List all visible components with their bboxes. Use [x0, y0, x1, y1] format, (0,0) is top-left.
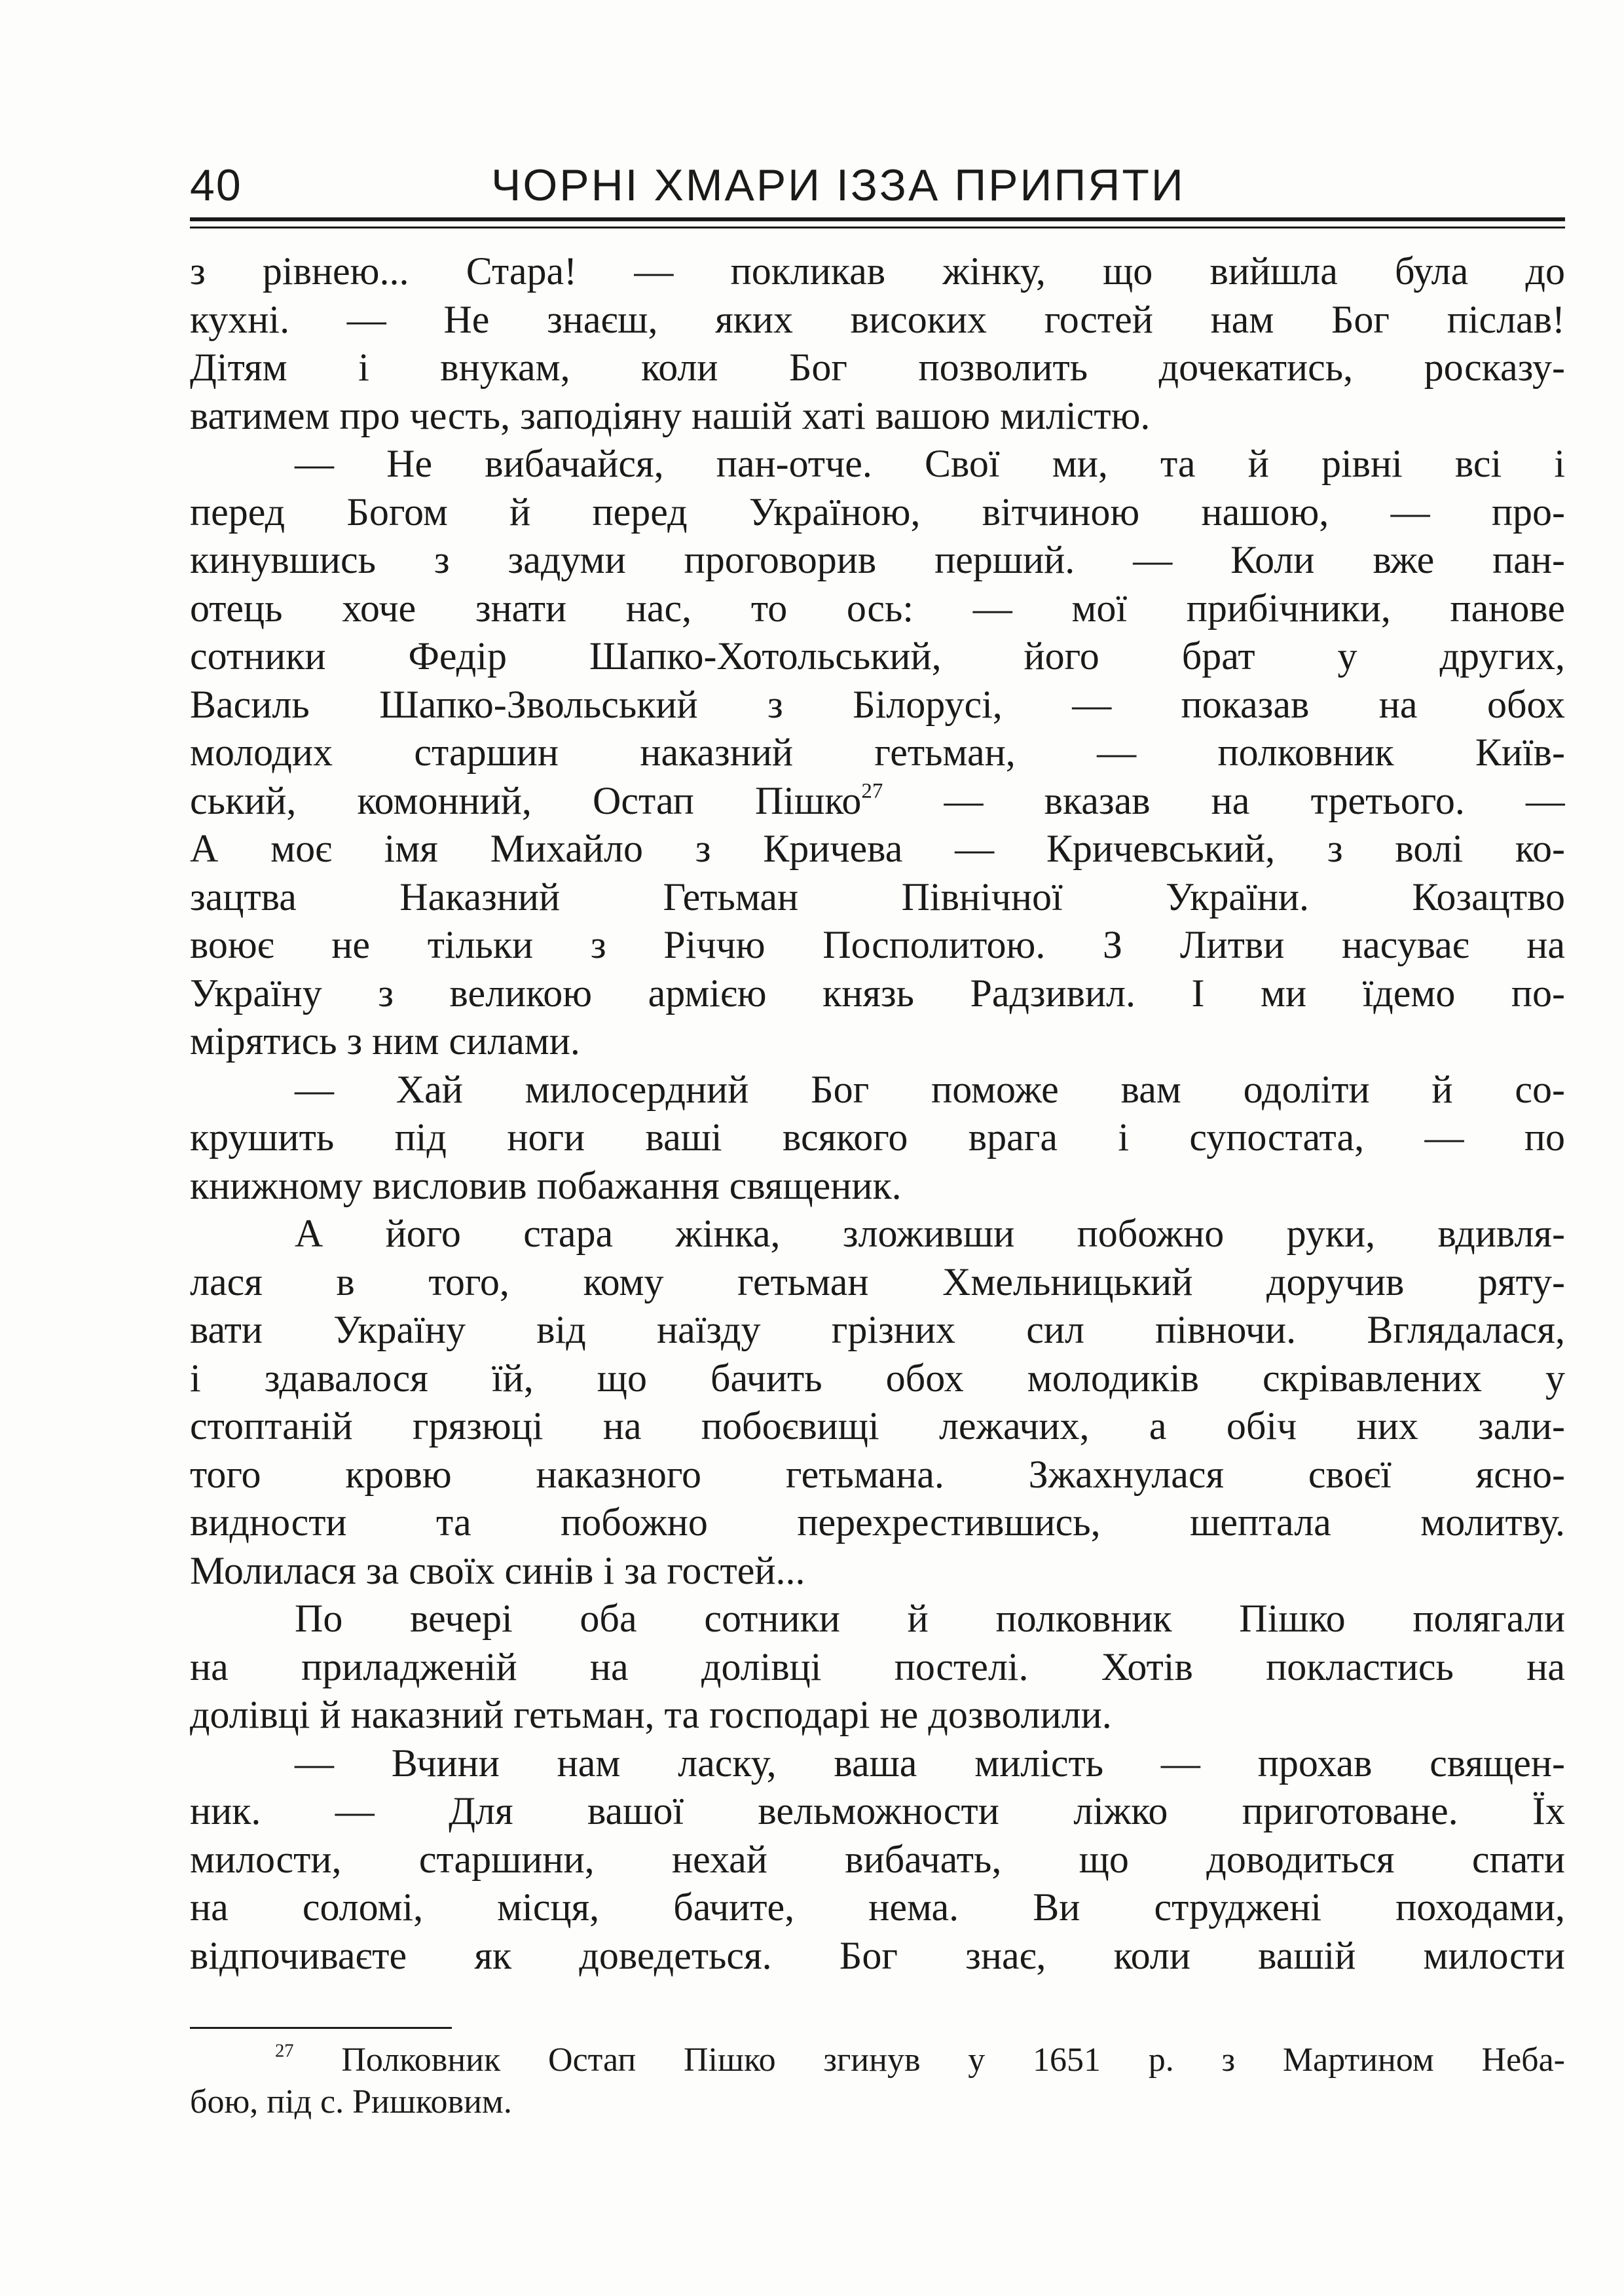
text-line: долівці й наказний гетьман, та господарі не дозволили. — [190, 1693, 1112, 1736]
text-line: Україну з великою армією князь Радзивил. І ми їдемо по- — [190, 971, 1565, 1015]
text-line: стоптаній грязюці на побоєвищі лежачих, а обіч них зали- — [190, 1404, 1565, 1448]
text-line: Молилася за своїх синів і за гостей... — [190, 1548, 805, 1592]
running-title: ЧОРНІ ХМАРИ ІЗЗА ПРИПЯТИ — [491, 160, 1185, 210]
text-line: кинувшись з задуми проговорив перший. — Коли вже пан- — [190, 538, 1565, 581]
footnote-divider — [190, 2027, 452, 2029]
text-line: — Хай милосердний Бог поможе вам одоліти й со- — [295, 1067, 1565, 1111]
page-header — [190, 156, 1565, 215]
text-line: Василь Шапко-Звольський з Білорусі, — показав на обох — [190, 682, 1565, 726]
text-line: і здавалося їй, що бачить обох молодиків скрівавлених у — [190, 1356, 1565, 1400]
text-line-with-footnote — [190, 777, 1565, 826]
text-line: отець хоче знати нас, то ось: — мої прибічники, панове — [190, 586, 1565, 630]
text-line: А моє імя Михайло з Кричева — Кричевський, з волі ко- — [190, 827, 1565, 870]
text-line: зацтва Наказний Гетьман Північної України. Козацтво — [190, 875, 1565, 919]
text-line: ватимем про честь, заподіяну нашій хаті вашою милістю. — [190, 393, 1151, 437]
text-span: — вказав на третього. — — [883, 778, 1565, 822]
text-line: лася в того, кому гетьман Хмельницький доручив ряту- — [190, 1260, 1565, 1303]
text-line: на приладженій на долівці постелі. Хотів покластись на — [190, 1645, 1565, 1688]
body-text — [190, 247, 1565, 1980]
text-line: вати Україну від наїзду грізних сил півночи. Вглядалася, — [190, 1308, 1565, 1351]
text-line: молодих старшин наказний гетьман, — полковник Київ- — [190, 731, 1565, 774]
footnote — [190, 2039, 1565, 2123]
text-line: видности та побожно перехрестившись, шептала молитву. — [190, 1501, 1565, 1544]
text-line: Дітям і внукам, коли Бог позволить дочекатись, росказу- — [190, 346, 1565, 389]
text-line: відпочиваєте як доведеться. Бог знає, коли вашій милости — [190, 1933, 1565, 1977]
text-line: кухні. — Не знаєш, яких високих гостей нам Бог післав! — [190, 297, 1565, 341]
footnote-line — [190, 2039, 1565, 2081]
text-line: воює не тільки з Річчю Посполитою. З Литви насуває на — [190, 923, 1565, 966]
text-line: — Вчини нам ласку, ваша милість — прохав священ- — [295, 1741, 1565, 1785]
header-rule-thick — [190, 217, 1565, 221]
text-line: книжному висловив побажання священик. — [190, 1163, 902, 1207]
text-line: перед Богом й перед Україною, вітчиною нашою, — про- — [190, 490, 1565, 534]
text-line: А його стара жінка, зложивши побожно руки, вдивля- — [295, 1212, 1565, 1255]
footnote-text: Полковник Остап Пішко згинув у 1651 р. з Мартином Неба- — [293, 2041, 1565, 2079]
text-line: мірятись з ним силами. — [190, 1019, 580, 1063]
header-rule-thin — [190, 227, 1565, 228]
footnote-marker: 27 — [275, 2041, 294, 2062]
text-line: — Не вибачайся, пан-отче. Свої ми, та й рівні всі і — [295, 442, 1565, 485]
text-line: крушить під ноги ваші всякого врага і супостата, — по — [190, 1116, 1565, 1159]
page-number: 40 — [190, 160, 242, 210]
text-span: ський, комонний, Остап Пішко — [190, 778, 862, 822]
text-line: ник. — Для вашої вельможности ліжко приготоване. Їх — [190, 1789, 1565, 1832]
text-line: з рівнею... Стара! — покликав жінку, що вийшла була до — [190, 249, 1565, 293]
footnote-line: бою, під с. Ришковим. — [190, 2083, 512, 2121]
text-line: того кровю наказного гетьмана. Зжахнулася своєї ясно- — [190, 1452, 1565, 1496]
text-line: милости, старшини, нехай вибачать, що доводиться спати — [190, 1837, 1565, 1881]
text-line: сотники Федір Шапко-Хотольський, його брат у других, — [190, 634, 1565, 678]
footnote-reference: 27 — [861, 778, 883, 803]
text-line: По вечері оба сотники й полковник Пішко полягали — [295, 1597, 1565, 1640]
text-line: на соломі, місця, бачите, нема. Ви струджені походами, — [190, 1886, 1565, 1929]
